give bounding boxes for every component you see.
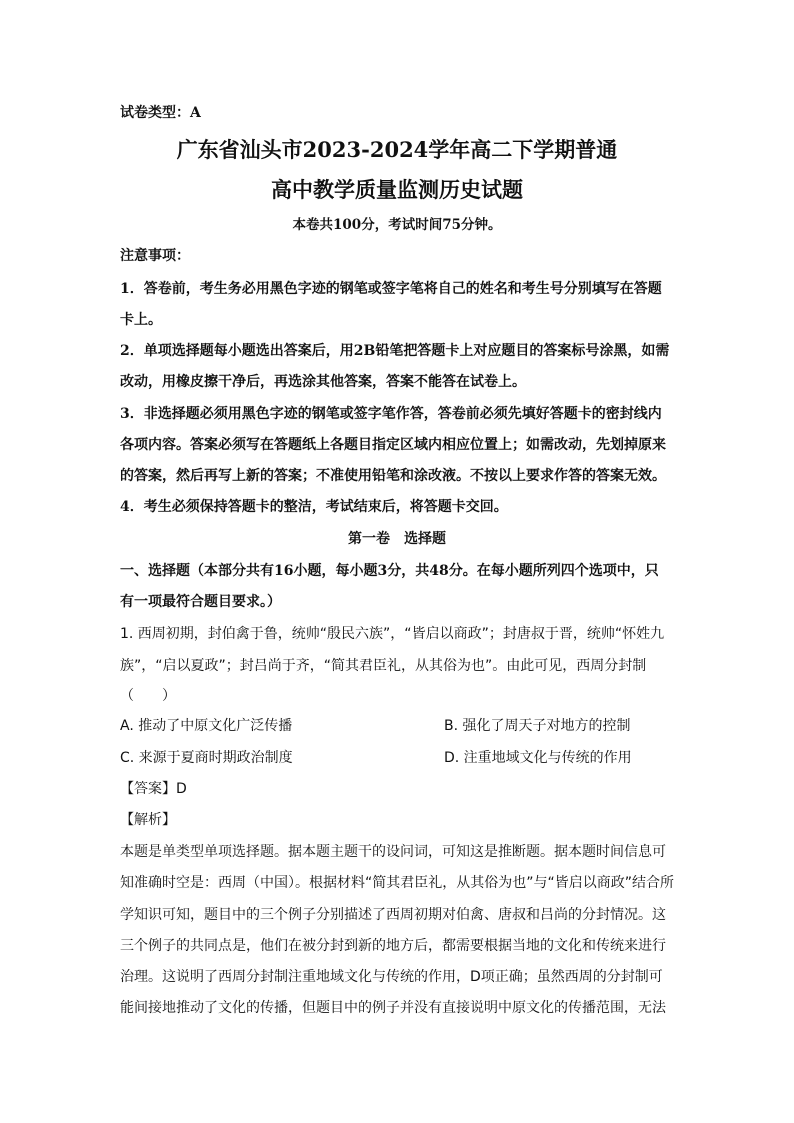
exam-title-line-1: 广东省汕头市2023-2024学年高二下学期普通 [176, 137, 618, 162]
section-instruction: 一、选择题（本部分共有16小题，每小题3分，共48分。在每小题所列四个选项中，只 [120, 563, 659, 579]
analysis-heading: 【解析】 [120, 812, 176, 828]
analysis-line: 本题是单类型单项选择题。据本题主题干的设问词，可知这是推断题。据本题时间信息可 [120, 844, 666, 860]
notice-item: 3．非选择题必须用黑色字迹的钢笔或签字笔作答，答卷前必须先填好答题卡的密封线内 [120, 406, 662, 422]
answer-blank: （ ） [120, 688, 176, 704]
analysis-line: 知准确时空是：西周（中国）。根据材料“简其君臣礼，从其俗为也”与“皆启以商政”结合所 [120, 875, 675, 891]
option-c: C. 来源于夏商时期政治制度 [120, 750, 293, 766]
question-stem: 族”，“启以夏政”；封吕尚于齐，“简其君臣礼，从其俗为也”。由此可见，西周分封制 [120, 658, 647, 674]
notice-item: 各项内容。答案必须写在答题纸上各题目指定区域内相应位置上；如需改动，先划掉原来 [120, 437, 666, 453]
notice-item: 改动，用橡皮擦干净后，再选涂其他答案，答案不能答在试卷上。 [120, 374, 526, 390]
section-instruction: 有一项最符合题目要求。） [120, 594, 281, 610]
option-d: D. 注重地域文化与传统的作用 [444, 750, 632, 766]
analysis-line: 学知识可知，题目中的三个例子分别描述了西周初期对伯禽、唐叔和吕尚的分封情况。这 [120, 907, 666, 923]
section-title: 第一卷 选择题 [348, 531, 446, 547]
analysis-line: 三个例子的共同点是，他们在被分封到新的地方后，都需要根据当地的文化和传统来进行 [120, 938, 666, 954]
option-a: A. 推动了中原文化广泛传播 [120, 718, 293, 734]
paper-type-label: 试卷类型：A [120, 105, 201, 121]
analysis-line: 能间接地推动了文化的传播，但题目中的例子并没有直接说明中原文化的传播范围，无法 [120, 1000, 666, 1016]
question-stem: 1. 西周初期，封伯禽于鲁，统帅“殷民六族”，“皆启以商政”；封唐叔于晋，统帅“怀姓九 [120, 626, 665, 642]
exam-title-line-2: 高中教学质量监测历史试题 [271, 177, 523, 202]
notice-item: 卡上。 [120, 312, 162, 328]
notice-heading: 注意事项： [120, 248, 190, 264]
notice-item: 2．单项选择题每小题选出答案后，用2B铅笔把答题卡上对应题目的答案标号涂黑，如需 [120, 343, 670, 359]
answer-label: 【答案】D [120, 781, 187, 797]
option-b: B. 强化了周天子对地方的控制 [444, 718, 631, 734]
notice-item: 的答案，然后再写上新的答案；不准使用铅笔和涂改液。不按以上要求作答的答案无效。 [120, 468, 666, 484]
notice-item: 4．考生必须保持答题卡的整洁，考试结束后，将答题卡交回。 [120, 499, 508, 515]
notice-item: 1．答卷前，考生务必用黑色字迹的钢笔或签字笔将自己的姓名和考生号分别填写在答题 [120, 281, 662, 297]
analysis-line: 治理。这说明了西周分封制注重地域文化与传统的作用，D项正确；虽然西周的分封制可 [120, 969, 663, 985]
exam-subtitle: 本卷共100分，考试时间75分钟。 [292, 217, 502, 233]
